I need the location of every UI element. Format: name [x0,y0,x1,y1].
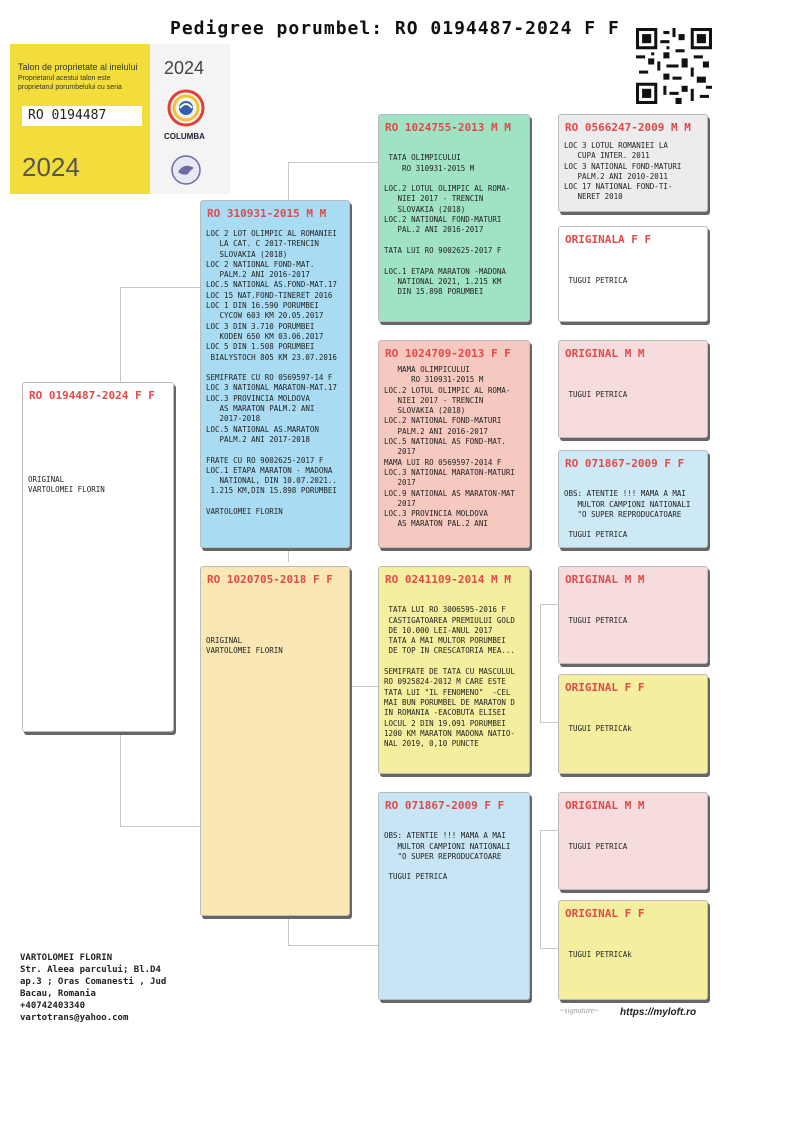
connector-subject-sire-h [120,287,200,288]
sire-sire-sire-ring: RO 0566247-2009 M M [565,121,691,134]
connector-dd-parents [540,830,541,948]
connector-sire-down [288,548,289,562]
sire-ring: RO 310931-2015 M M [207,207,327,220]
dam-card[interactable] [200,566,350,916]
connector-dd-dds [540,830,558,831]
connector-ds-dss [540,604,558,605]
sire-sire-dam-notes: TUGUI PETRICA [568,275,628,285]
sire-sire-sire-notes: LOC 3 LOTUL ROMANIEI LA CUPA INTER. 2011 LOC 3 NATIONAL FOND-MATURI PALM.2 ANI 2010-2011 LOC 17 NATIONAL FOND-TI- NERET 2010 [564,141,682,202]
talon-side-year: 2024 [164,58,205,78]
dam-dam-dam-ring: ORIGINAL F F [565,907,645,920]
sire-notes: LOC 2 LOT OLIMPIC AL ROMANIEI LA CAT. C 2017-TRENCIN SLOVAKIA (2018) LOC 2 NATIONAL FOND-MAT. PALM.2 ANI 2016-2017 LOC.5 NATIONAL AS.FOND-MAT.17 LOC 15 NAT.FOND-TINERET 2016 LOC 1 DIN 16.590 PORUMBEI CYCOW 603 KM 20.05.2017 LOC 3 DIN 3.710 PORUMBEI KODEN 650 KM 03.06.2017 LOC 5 DIN 1.508 PORUMBEI BIALYSTOCH 805 KM 23.07.2016 SEMIFRATE CU RO 0569597-14 F LOC 3 NATIONAL MARATON-MAT.17 LOC.3 PROVINCIA MOLDOVA AS MARATON PALM.2 ANI 2017-2018 LOC.5 NATIONAL AS.MARATON PALM.2 ANI 2017-2018 FRATE CU RO 9002625-2017 F LOC.1 ETAPA MARATON - MADONA NATIONAL, DIN 10.07.2021.. 1.215 KM,DIN 15.898 PORUMBEI VARTOLOMEI FLORIN [206,229,337,517]
sire-dam-dam-notes: OBS: ATENTIE !!! MAMA A MAI MULTOR CAMPIONI NATIONALI "O SUPER REPRODUCATOARE TUGUI PETRICA [564,489,691,540]
dam-dam-dam-notes: TUGUI PETRICAk [568,949,632,959]
sire-dam-card[interactable] [378,340,530,548]
dam-dam-sire-notes: TUGUI PETRICA [568,841,628,851]
dam-sire-sire-notes: TUGUI PETRICA [568,615,628,625]
dam-dam-card[interactable] [378,792,530,1000]
connector-sire-up-h [288,162,378,163]
dam-sire-notes: TATA LUI RO 3006595-2016 F CASTIGATOAREA PREMIULUI GOLD DE 10.000 LEI-ANUL 2017 TATA A MAI MULTOR PORUMBEI DE TOP IN CRESCATORIA MEA... SEMIFRATE DE TATA CU MASCULUL RO 0925824-2012 M CARE ESTE TATA LUI "IL FENOMENO" -CEL MAI BUN PORUMBEL DE MARATON D IN ROMANIA -EACOBUTA ELISEI LOCUL 2 DIN 19.091 PORUMBEI 1200 KM MARATON MADONA NATIO- NAL 2019, 0,10 PUNCTE [384,605,515,749]
dam-sire-sire-ring: ORIGINAL M M [565,573,645,586]
sire-sire-dam-card[interactable] [558,226,708,322]
talon-heading: Talon de proprietate al inelului [18,62,138,72]
dam-sire-sire-card[interactable] [558,566,708,664]
sire-dam-sire-notes: TUGUI PETRICA [568,389,628,399]
connector-subject-sire [120,287,121,385]
sire-sire-dam-ring: ORIGINALA F F [565,233,652,246]
dam-sire-card[interactable] [378,566,530,774]
dam-ring: RO 1020705-2018 F F [207,573,333,586]
dam-dam-ring: RO 071867-2009 F F [385,799,505,812]
connector-dam-dd [288,945,378,946]
sire-sire-sire-card[interactable] [558,114,708,212]
dam-sire-ring: RO 0241109-2014 M M [385,573,511,586]
site-link[interactable]: https://myloft.ro [620,1007,697,1018]
sire-dam-dam-ring: RO 071867-2009 F F [565,457,685,470]
sire-card[interactable] [200,200,350,548]
page-title: Pedigree porumbel: RO 0194487-2024 F F [170,18,620,39]
talon-ring-number: RO 0194487 [22,106,142,126]
sire-sire-ring: RO 1024755-2013 M M [385,121,511,134]
connector-sire-up [288,162,289,200]
talon-year: 2024 [22,152,80,182]
dam-dam-sire-card[interactable] [558,792,708,890]
subject-card[interactable] [22,382,174,732]
connector-ds-dsd [540,722,558,723]
dam-dam-sire-ring: ORIGINAL M M [565,799,645,812]
columba-logo-icon [166,88,206,128]
signature: ~signature~ [560,1006,599,1015]
qr-code-icon [636,28,712,104]
sire-dam-sire-ring: ORIGINAL M M [565,347,645,360]
owner-contact: VARTOLOMEI FLORIN Str. Aleea parcului; Bl.D4 ap.3 ; Oras Comanesti , Jud Bacau, Romania +40742403340 vartotrans@yahoo.com [20,953,167,1023]
dam-sire-dam-ring: ORIGINAL F F [565,681,645,694]
sire-sire-card[interactable] [378,114,530,322]
connector-subject-dam [120,732,121,826]
connector-ds-parents [540,604,541,722]
talon-subtext: Proprietarul acestui talon este proprietarul porumbelului cu seria [18,75,122,91]
ring-certificate [10,44,150,194]
dam-sire-dam-card[interactable] [558,674,708,774]
subject-ring: RO 0194487-2024 F F [29,389,155,402]
talon-side-panel [150,44,230,194]
connector-dam-down [288,915,289,945]
columba-logo-text: COLUMBA [164,132,205,141]
dam-sire-dam-notes: TUGUI PETRICAk [568,723,632,733]
dam-notes: ORIGINAL VARTOLOMEI FLORIN [206,636,283,656]
connector-dd-ddd [540,948,558,949]
dam-dam-dam-card[interactable] [558,900,708,1000]
sire-dam-sire-card[interactable] [558,340,708,438]
sire-dam-notes: MAMA OLIMPICULUI RO 310931-2015 M LOC.2 LOTUL OLIMPIC AL ROMA- NIEI 2017 - TRENCIN SLOVAKIA (2018) LOC.2 NATIONAL FOND-MATURI PALM.2 ANI 2016-2017 LOC.5 NATIONAL AS FOND-MAT. 2017 MAMA LUI RO 0569597-2014 F LOC.3 NATIONAL MARATON-MATURI 2017 LOC.9 NATIONAL AS MARATON-MAT 2017 LOC.3 PROVINCIA MOLDOVA AS MARATON PAL.2 ANI [384,365,515,529]
sire-dam-dam-card[interactable] [558,450,708,548]
subject-notes: ORIGINAL VARTOLOMEI FLORIN [28,475,105,495]
sire-sire-notes: TATA OLIMPICULUI RO 310931-2015 M LOC.2 LOTUL OLIMPIC AL ROMA- NIEI 2017 - TRENCIN SLOVAKIA (2018) LOC.2 NATIONAL FOND-MATURI PAL.2 ANI 2016-2017 TATA LUI RO 9002625-2017 F LOC.1 ETAPA MARATON -MADONA NATIONAL 2021, 1.215 KM DIN 15.898 PORUMBEI [384,153,511,297]
pigeon-emblem-icon [170,154,202,186]
sire-dam-ring: RO 1024709-2013 F F [385,347,511,360]
dam-dam-notes: OBS: ATENTIE !!! MAMA A MAI MULTOR CAMPIONI NATIONALI "O SUPER REPRODUCATOARE TUGUI PETRICA [384,831,511,882]
connector-subject-dam-h [120,826,200,827]
